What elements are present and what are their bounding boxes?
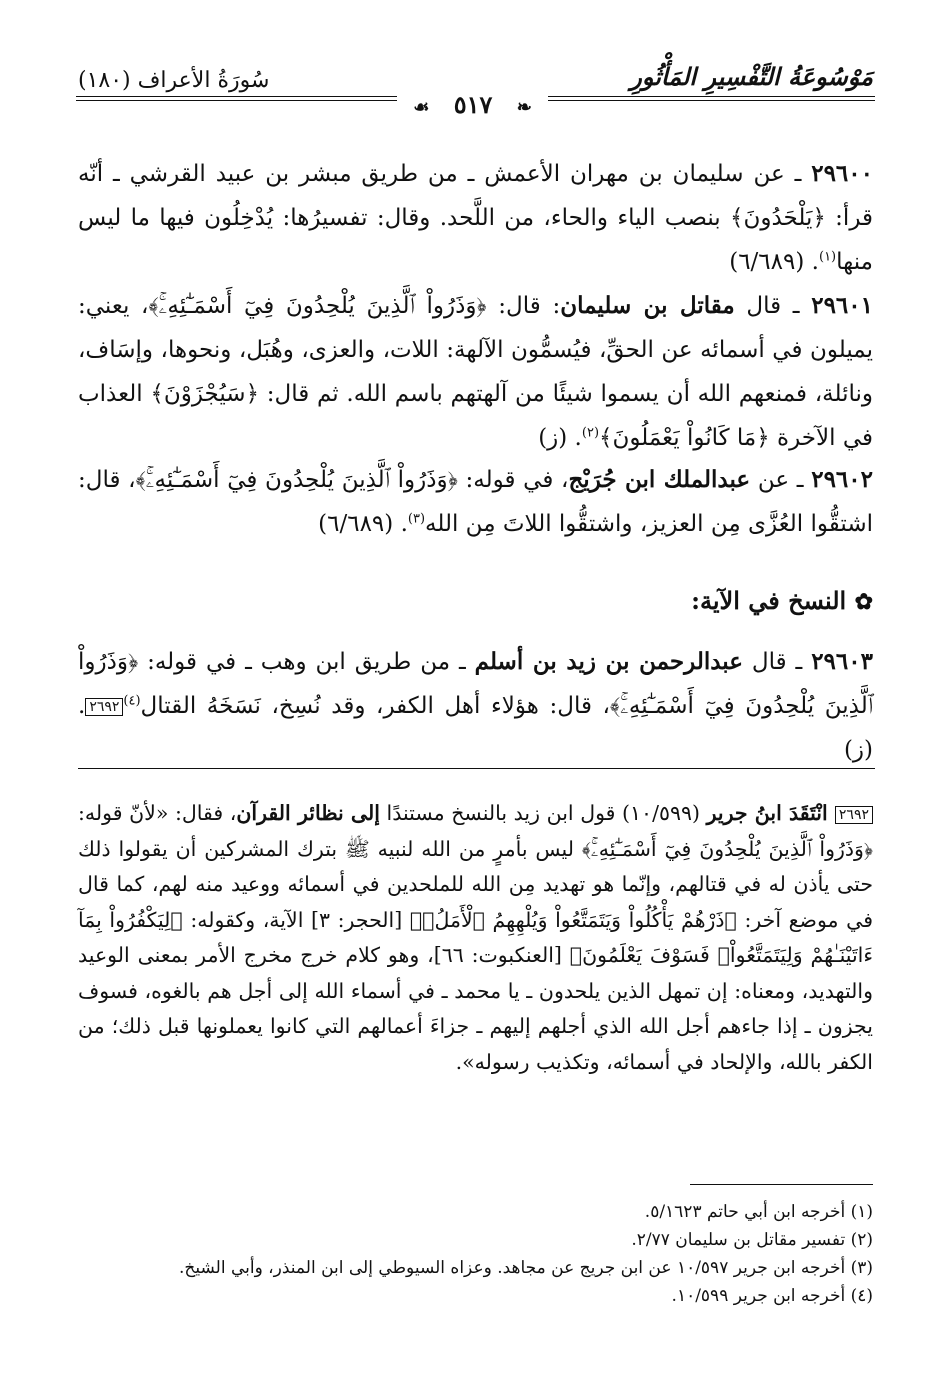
footnote-ref[interactable]: (٢) xyxy=(581,425,600,441)
quran-quote: ﴿يَلْحَدُونَ﴾ xyxy=(729,205,826,231)
commentary-text: ليس بأمرٍ من الله لنبيه ﷺ بترك المشركين أن يقولوا ذلك حتى يأذن له في قتالهم، وإنّما هو تهديد مِن الله للملحدين في أسمائه ووعيد منه لهم، كما قال في موضع آخر: xyxy=(78,836,873,932)
entry-text: . (ز) xyxy=(78,693,873,763)
running-header-book-title: مَوْسُوعَةُ التَّفْسِيرِ المَأْثُورِ xyxy=(630,62,873,91)
footnote: (١) أخرجه ابن أبي حاتم ٥/١٦٢٣. xyxy=(644,1202,873,1222)
footnote: (٣) أخرجه ابن جرير ١٠/٥٩٧ عن ابن جريج عن مجاهد. وعزاه السيوطي إلى ابن المنذر، وأبي الشيخ. xyxy=(178,1258,873,1278)
commentary-text: ، فقال: «لأنّ قوله: xyxy=(78,801,237,825)
quran-quote: ﴿وَذَرُواْ ٱلَّذِينَ يُلْحِدُونَ فِيٓ أَسْمَـٰٓئِهِۦۚ﴾ xyxy=(148,293,487,319)
entry-text: ـ قال xyxy=(734,293,812,319)
footnote-ref[interactable]: (١) xyxy=(818,249,837,265)
entry-text: ، قال: اشتقُّوا العُزَّى مِن العزيز، واشتقُّوا اللاتَ مِن الله xyxy=(78,467,873,537)
entry-text: ـ قال xyxy=(742,649,812,675)
footnote: (٢) تفسير مقاتل بن سليمان ٢/٧٧. xyxy=(631,1230,873,1250)
entry-number: ٢٩٦٠٢ xyxy=(811,466,873,493)
quran-quote: ﴿وَذَرُواْ ٱلَّذِينَ يُلْحِدُونَ فِيٓ أَسْمَـٰٓئِهِۦۚ﴾ xyxy=(78,649,873,719)
entry-text: . (٦/٦٨٩) xyxy=(729,249,819,275)
commentary-text: [العنكبوت: ٦٦]، وهو كلام خرج مخرج الأمر بمعنى الوعيد والتهديد، ومعناه: إن تمهل الذين يلحدون ـ يا محمد ـ في أسماء الله إلى أجل هم بالغوه، فسوف يجزون ـ إذا جاءهم أجل الله الذي أجلهم إليهم ـ جزاءَ أعمالهم التي كانوا يعملونها قبل ذلك؛ من الكفر بالله، والإلحاد في أسمائه، وتكذيب رسوله». xyxy=(78,943,873,1074)
narration-entry xyxy=(78,640,873,772)
commentary-note xyxy=(78,796,873,1080)
narration-entry xyxy=(78,284,873,460)
section-heading-text: النسخ في الآية: xyxy=(691,586,847,615)
ornament-icon: ☙ xyxy=(405,97,437,118)
commentary-rule xyxy=(78,768,875,769)
entry-text: بنصب الياء والحاء، من اللَّحد. وقال: تفسيرُها: يُدْخِلُون فيها ما ليس منها xyxy=(78,205,873,275)
commentary-text: [الحجر: ٣] الآية، وكقوله: xyxy=(182,907,410,932)
entry-text: . (٦/٦٨٩) xyxy=(318,511,408,537)
commentary-emphasis: إلى نظائر القرآن xyxy=(236,801,380,825)
quran-quote: ﴿لِيَكْفُرُواْ بِمَآ ءَاتَيْنَـٰهُمْ وَلِيَتَمَتَّعُواْۖ فَسَوْفَ يَعْلَمُونَ﴾ xyxy=(78,907,874,967)
ornament-icon: ❧ xyxy=(509,97,540,118)
footnotes xyxy=(78,1198,873,1310)
entry-text: العذاب في الآخرة xyxy=(78,381,873,451)
entry-text: ، قال: هؤلاء أهل الكفر، وقد نُسِخ، نَسَخَهُ القتال xyxy=(140,693,610,719)
quran-quote: ﴿سَيُجْزَوْنَ﴾ xyxy=(150,381,260,407)
entry-number: ٢٩٦٠٠ xyxy=(811,160,873,187)
quran-quote: ﴿وَذَرُواْ ٱلَّذِينَ يُلْحِدُونَ فِيٓ أَسْمَـٰٓئِهِۦۚ﴾ xyxy=(581,836,874,861)
footnote-rule xyxy=(690,1184,873,1185)
commentary-text: (١٠/٥٩٩) قول ابن زيد بالنسخ مستندًا xyxy=(379,801,707,825)
commentary-lead: انْتَقَدَ ابنُ جرير xyxy=(706,801,835,825)
entry-text: : قال: xyxy=(486,293,561,319)
entry-text: ـ من طريق ابن وهب ـ في قوله: xyxy=(138,649,475,675)
footnote-ref[interactable]: (٣) xyxy=(407,511,426,527)
footnote-ref[interactable]: (٤) xyxy=(123,693,141,709)
commentary-ref-box[interactable]: ٢٦٩٢ xyxy=(85,698,123,716)
footnote: (٤) أخرجه ابن جرير ١٠/٥٩٩. xyxy=(671,1286,873,1306)
quran-quote: ﴿مَا كَانُواْ يَعْمَلُونَ﴾ xyxy=(599,425,770,451)
running-header-surah: سُورَةُ الأعراف (١٨٠) xyxy=(78,68,270,93)
quran-quote: ﴿ذَرْهُمْ يَأْكُلُواْ وَيَتَمَتَّعُواْ وَيُلْهِهِمُ ٱلْأَمَلُۖ﴾ xyxy=(409,907,737,932)
entry-text: . (ز) xyxy=(538,425,582,451)
narrator-name: عبدالملك ابن جُرَيْج xyxy=(568,466,751,493)
entry-text: ، في قوله: xyxy=(457,467,569,493)
narration-entry xyxy=(78,152,873,284)
entry-text: ـ عن xyxy=(750,467,812,493)
entry-text: ، يعني: يميلون في أسمائه عن الحقِّ، فيُسمُّون الآلهة: اللات، والعزى، وهُبَل، ونحوها، وإسَاف، ونائلة، فمنعهم الله أن يسموا شيئًا من آلهتهم باسم الله. ثم قال: xyxy=(78,293,873,407)
entry-number: ٢٩٦٠٣ xyxy=(811,648,873,675)
page-number: ٥١٧ xyxy=(446,90,501,119)
narrator-name: عبدالرحمن بن زيد بن أسلم xyxy=(474,648,743,675)
commentary-ref-box: ٢٦٩٢ xyxy=(835,806,873,824)
quran-quote: ﴿وَذَرُواْ ٱلَّذِينَ يُلْحِدُونَ فِيٓ أَسْمَـٰٓئِهِۦۚ﴾ xyxy=(135,467,458,493)
flower-ornament-icon: ✿ xyxy=(854,589,873,615)
page-number-wrap xyxy=(0,90,945,119)
entry-text: ـ عن سليمان بن مهران الأعمش ـ من طريق مبشر بن عبيد القرشي ـ أنّه قرأ: xyxy=(78,161,874,231)
narrator-name: مقاتل بن سليمان xyxy=(560,292,735,319)
narration-entry xyxy=(78,458,873,546)
entry-number: ٢٩٦٠١ xyxy=(811,292,873,319)
section-heading xyxy=(691,586,873,615)
